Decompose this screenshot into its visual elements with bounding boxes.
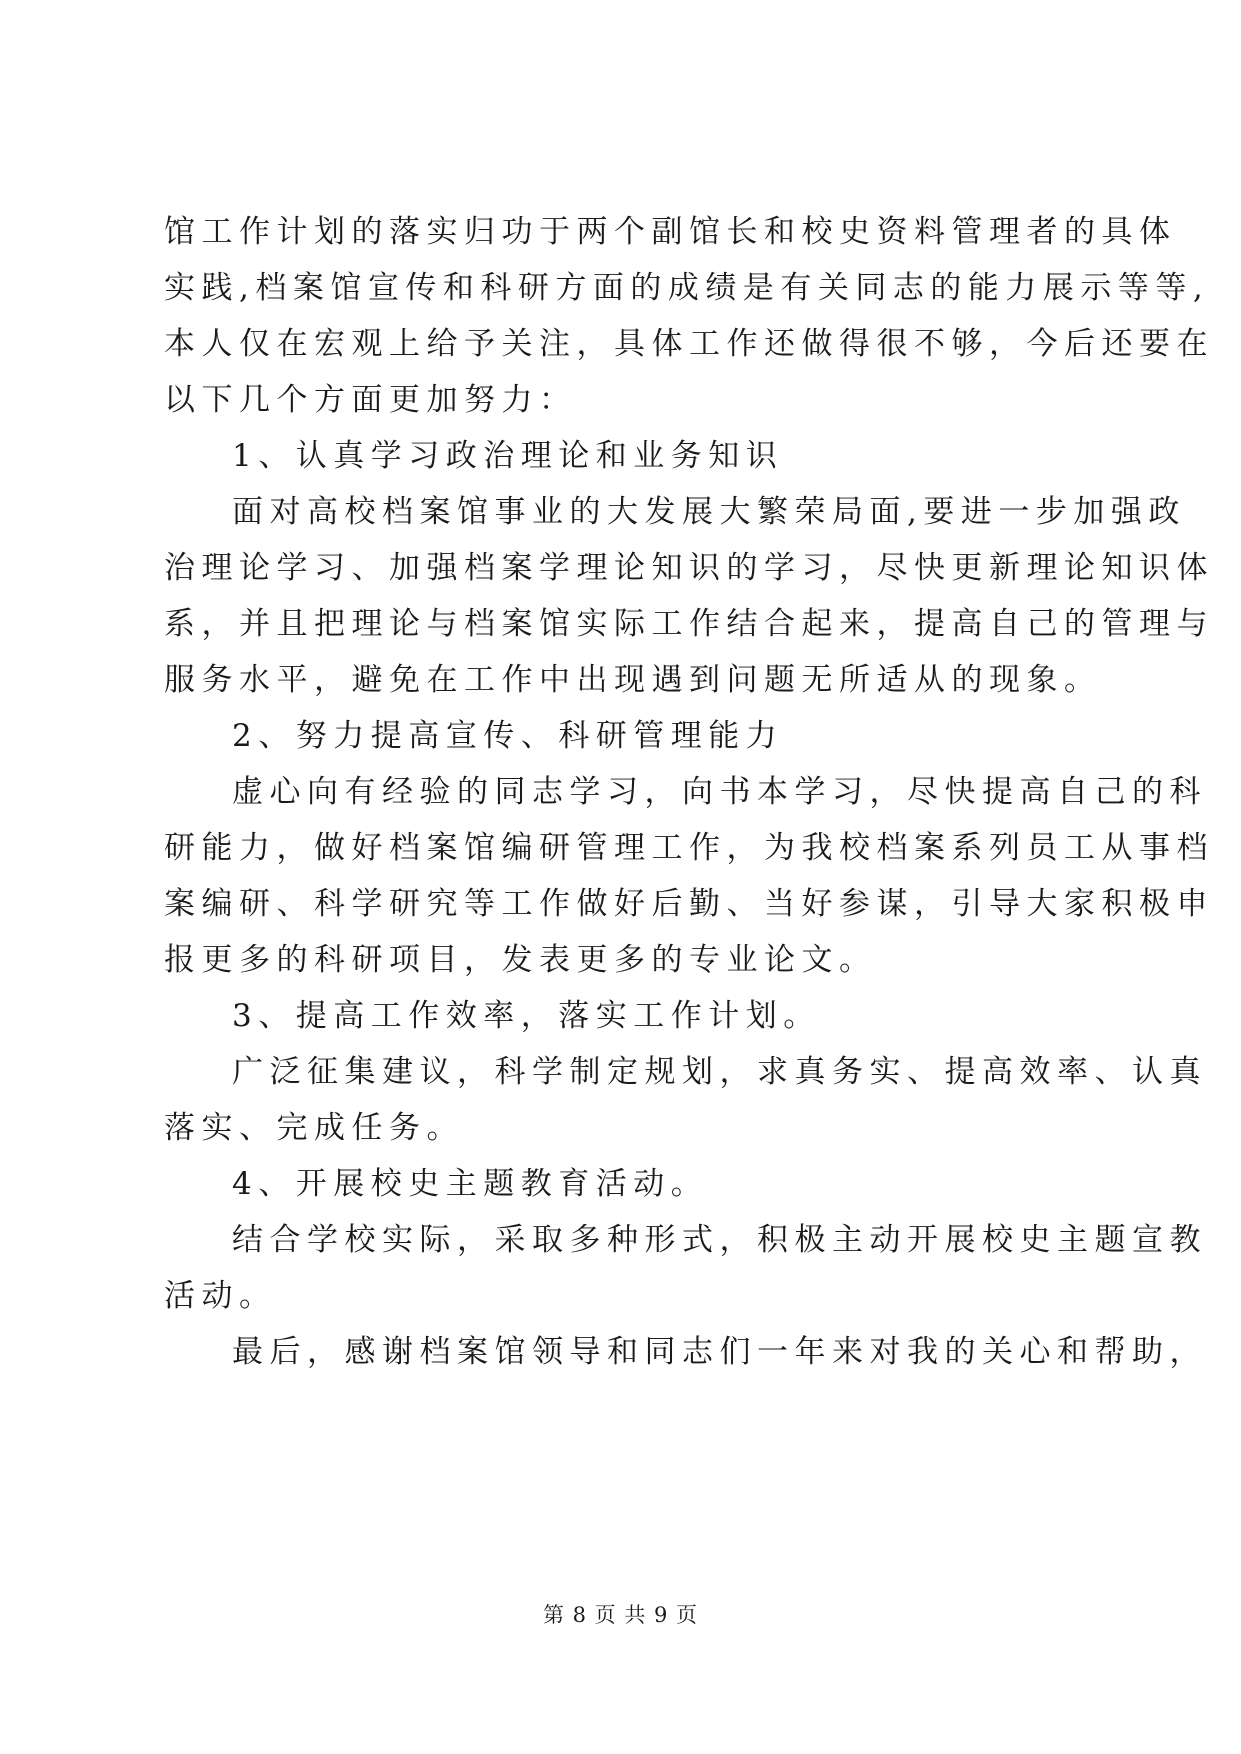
body-line: 系，并且把理论与档案馆实际工作结合起来，提高自己的管理与	[164, 606, 1214, 642]
body-line: 结合学校实际，采取多种形式，积极主动开展校史主题宣教	[232, 1222, 1207, 1258]
body-line: 服务水平，避免在工作中出现遇到问题无所适从的现象。	[164, 662, 1102, 698]
section-heading: 2、努力提高宣传、科研管理能力	[232, 718, 784, 754]
page-number-footer: 第 8 页 共 9 页	[542, 1603, 699, 1627]
body-line: 广泛征集建议，科学制定规划，求真务实、提高效率、认真	[232, 1054, 1207, 1090]
body-line: 虚心向有经验的同志学习，向书本学习，尽快提高自己的科	[232, 774, 1207, 810]
body-line: 治理论学习、加强档案学理论知识的学习，尽快更新理论知识体	[164, 550, 1214, 586]
body-line: 活动。	[164, 1278, 277, 1314]
body-line: 报更多的科研项目，发表更多的专业论文。	[164, 942, 877, 978]
body-line: 以下几个方面更加努力：	[164, 382, 577, 418]
section-heading: 1、认真学习政治理论和业务知识	[232, 438, 784, 474]
body-line: 案编研、科学研究等工作做好后勤、当好参谋，引导大家积极申	[164, 886, 1214, 922]
body-line: 实践,档案馆宣传和科研方面的成绩是有关同志的能力展示等等,	[164, 270, 1210, 306]
body-line: 最后，感谢档案馆领导和同志们一年来对我的关心和帮助，	[232, 1334, 1207, 1370]
section-heading: 3、提高工作效率，落实工作计划。	[232, 998, 821, 1034]
body-line: 落实、完成任务。	[164, 1110, 464, 1146]
body-line: 本人仅在宏观上给予关注，具体工作还做得很不够，今后还要在	[164, 326, 1214, 362]
body-line: 研能力，做好档案馆编研管理工作，为我校档案系列员工从事档	[164, 830, 1214, 866]
body-line: 馆工作计划的落实归功于两个副馆长和校史资料管理者的具体	[164, 214, 1177, 250]
body-line: 面对高校档案馆事业的大发展大繁荣局面,要进一步加强政	[232, 494, 1186, 530]
section-heading: 4、开展校史主题教育活动。	[232, 1166, 709, 1202]
